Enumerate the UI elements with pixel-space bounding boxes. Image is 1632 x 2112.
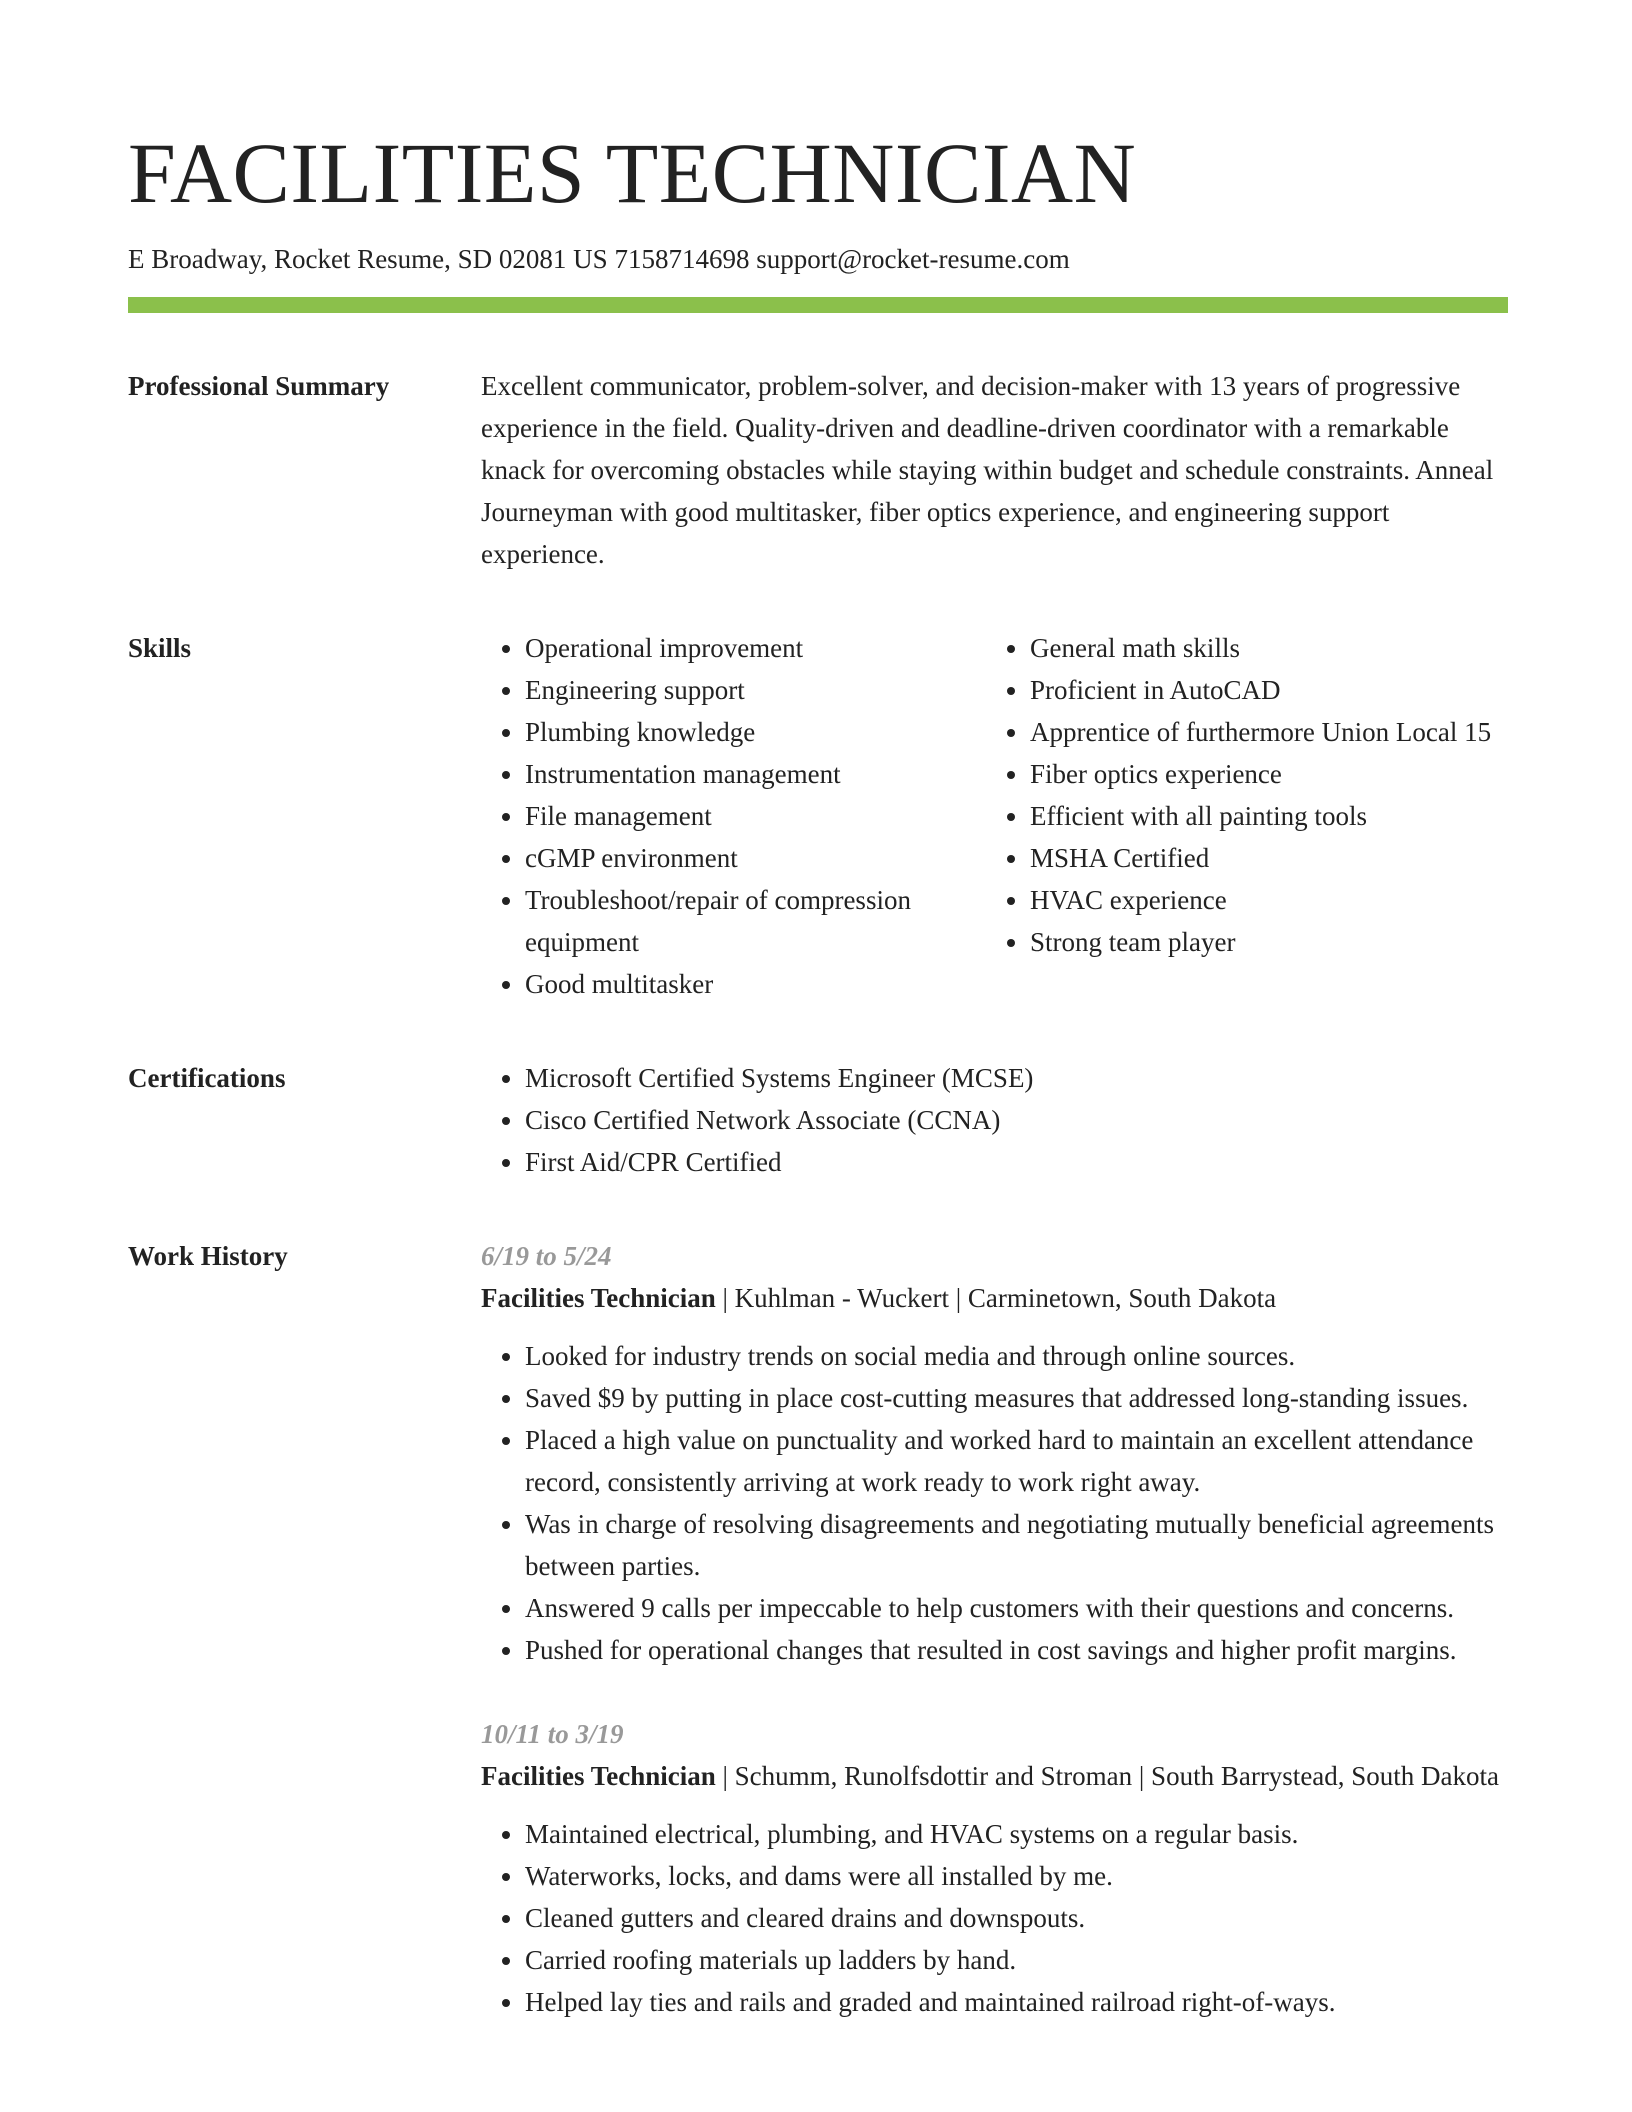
certification-item: • First Aid/CPR Certified (525, 1141, 1508, 1183)
job-dates: 10/11 to 3/19 (481, 1719, 624, 1750)
job-bullet: • Carried roofing materials up ladders by hand. (525, 1939, 1508, 1981)
contact-phone: 7158714698 (614, 244, 750, 274)
contact-line (128, 242, 1508, 277)
summary-section (128, 365, 1508, 575)
job-bullet: • Helped lay ties and rails and graded and maintained railroad right-of-ways. (525, 1981, 1508, 2023)
summary-text: Excellent communicator, problem-solver, and decision-maker with 13 years of progressive experience in the field. Quality-driven and deadline-driven coordinator with a remarkable knack for overcoming obstacles while staying within budget and schedule constraints. Anneal Journeyman with good multitasker, fiber optics experience, and engineering support experience. (481, 371, 1494, 570)
work-history-section (128, 1235, 1508, 2023)
job-bullet: • Placed a high value on punctuality and worked hard to maintain an excellent attendance record, consistently arriving at work ready to work right away. (525, 1419, 1508, 1503)
skill-item: • HVAC experience (1030, 879, 1508, 921)
skill-item: • General math skills (1030, 627, 1508, 669)
contact-address: E Broadway, Rocket Resume, SD 02081 US (128, 244, 608, 274)
certifications-heading: Certifications (128, 1063, 286, 1094)
job-bullets (481, 1813, 1508, 2023)
job-entry (481, 1235, 1508, 1671)
skill-item: • cGMP environment (525, 837, 986, 879)
job-title: Facilities Technician (481, 1761, 716, 1792)
job-bullet: • Waterworks, locks, and dams were all installed by me. (525, 1855, 1508, 1897)
work-history-body (481, 1235, 1508, 2023)
skills-heading: Skills (128, 633, 192, 664)
accent-divider (128, 297, 1508, 313)
skill-item: • Proficient in AutoCAD (1030, 669, 1508, 711)
job-details: | Kuhlman - Wuckert | Carminetown, South Dakota (715, 1283, 1277, 1314)
job-bullets (481, 1335, 1508, 1671)
skill-item: • Operational improvement (525, 627, 986, 669)
certification-item: • Cisco Certified Network Associate (CCNA) (525, 1099, 1508, 1141)
skill-item: • MSHA Certified (1030, 837, 1508, 879)
job-entry (481, 1713, 1508, 2023)
job-bullet: • Looked for industry trends on social media and through online sources. (525, 1335, 1508, 1377)
skill-item: • Apprentice of furthermore Union Local 15 (1030, 711, 1508, 753)
skills-left-list (481, 627, 986, 1005)
certification-item: • Microsoft Certified Systems Engineer (MCSE) (525, 1057, 1508, 1099)
job-bullet: • Saved $9 by putting in place cost-cutting measures that addressed long-standing issues. (525, 1377, 1508, 1419)
certifications-section (128, 1057, 1508, 1183)
skill-item: • File management (525, 795, 986, 837)
job-bullet: • Answered 9 calls per impeccable to help customers with their questions and concerns. (525, 1587, 1508, 1629)
page-title: FACILITIES TECHNICIAN (128, 125, 1137, 221)
skill-item: • Strong team player (1030, 921, 1508, 963)
skill-item: • Plumbing knowledge (525, 711, 986, 753)
skill-item: • Engineering support (525, 669, 986, 711)
skills-section (128, 627, 1508, 1005)
job-bullet: • Cleaned gutters and cleared drains and downspouts. (525, 1897, 1508, 1939)
job-bullet: • Maintained electrical, plumbing, and HVAC systems on a regular basis. (525, 1813, 1508, 1855)
skill-item: • Instrumentation management (525, 753, 986, 795)
contact-email: support@rocket-resume.com (756, 244, 1070, 274)
job-bullet: • Was in charge of resolving disagreements and negotiating mutually beneficial agreements between parties. (525, 1503, 1508, 1587)
skill-item: • Efficient with all painting tools (1030, 795, 1508, 837)
job-bullet: • Pushed for operational changes that resulted in cost savings and higher profit margins. (525, 1629, 1508, 1671)
skill-item: • Troubleshoot/repair of compression equipment (525, 879, 986, 963)
skill-item: • Good multitasker (525, 963, 986, 1005)
job-title: Facilities Technician (481, 1283, 716, 1314)
summary-body (481, 365, 1508, 575)
job-details: | Schumm, Runolfsdottir and Stroman | South Barrystead, South Dakota (715, 1761, 1500, 1792)
skill-item: • Fiber optics experience (1030, 753, 1508, 795)
job-dates: 6/19 to 5/24 (481, 1241, 612, 1272)
summary-heading: Professional Summary (128, 371, 390, 402)
certifications-body (481, 1057, 1508, 1183)
work-history-heading: Work History (128, 1241, 288, 1272)
job-header (481, 1755, 1508, 1797)
certifications-list (481, 1057, 1508, 1183)
skills-right-list (986, 627, 1508, 1005)
skills-body (481, 627, 1508, 1005)
job-header (481, 1277, 1508, 1319)
